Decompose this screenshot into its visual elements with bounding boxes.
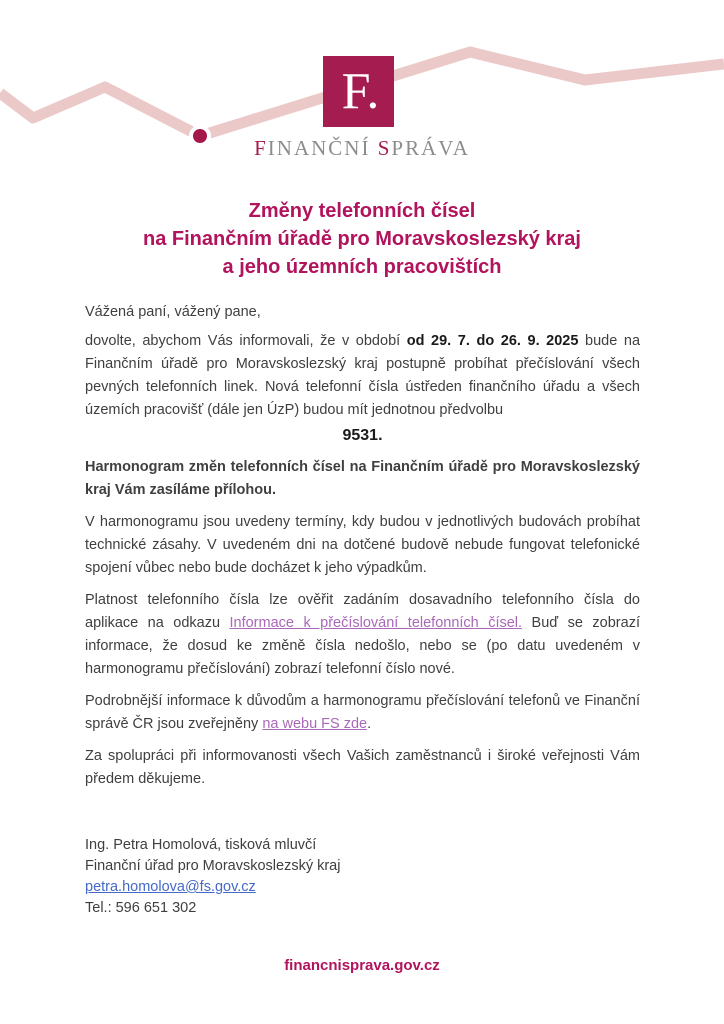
paragraph-validity-pre: Platnost telefonního čísla lze ověřit zadáním dosavadního telefonního čísla do aplikace na odkazu <box>85 592 640 631</box>
footer-website: financnisprava.gov.cz <box>284 957 440 974</box>
date-range-bold: od 29. 7. do 26. 9. 2025 <box>406 333 579 349</box>
signature-phone: Tel.: 596 651 302 <box>85 900 197 916</box>
wordmark-prava: PRÁVA <box>391 136 470 160</box>
paragraph-announcement-pre: dovolte, abychom Vás informovali, že v období <box>85 333 407 349</box>
paragraph-schedule-attachment: Harmonogram změn telefonních čísel na Finančním úřadě pro Moravskoslezský kraj Vám zasíláme přílohou. <box>85 459 640 498</box>
paragraph-validity-post: Buď se zobrazí informace, že dosud ke změně čísla nedošlo, nebo se (po datu uvedeném v harmonogramu přečíslování) zobrazí telefonní číslo nové. <box>85 615 640 677</box>
wordmark-inancni: INANČNÍ <box>267 136 371 160</box>
logo-wordmark <box>0 136 724 161</box>
email-link[interactable]: petra.homolova@fs.gov.cz <box>85 879 256 895</box>
paragraph-announcement <box>85 330 640 422</box>
title-line-1: Změny telefonních čísel <box>248 200 476 222</box>
signature-office: Finanční úřad pro Moravskoslezský kraj <box>85 858 341 874</box>
title-line-2: na Finančním úřadě pro Moravskoslezský kraj <box>143 228 581 250</box>
wordmark-space <box>370 136 377 160</box>
page-title <box>60 197 664 281</box>
paragraph-announcement-post: bude na Finančním úřadě pro Moravskoslezský kraj postupně probíhat přečíslování všech pevných telefonních linek. Nová telefonní čísla ústředen finančního úřadu a všech územích pracovišť (dále jen ÚzP) budou mít jednotnou předvolbu <box>85 333 641 418</box>
paragraph-schedule-details: V harmonogramu jsou uvedeny termíny, kdy budou v jednotlivých budovách probíhat technické zásahy. V uvedeném dni na dotčené budově nebude fungovat telefonické spojení vůbec nebo bude docházet k jeho výpadkům. <box>85 514 640 576</box>
letter-body <box>0 303 724 919</box>
signature-block <box>85 835 640 919</box>
paragraph-more-info-pre: Podrobnější informace k důvodům a harmonogramu přečíslování telefonů ve Finanční správě ČR jsou zveřejněny <box>85 693 640 732</box>
wordmark-f: F <box>254 136 268 160</box>
greeting-line: Vážená paní, vážený pane, <box>85 304 261 320</box>
paragraph-validity <box>85 589 640 681</box>
paragraph-more-info-post: . <box>367 716 372 732</box>
renumbering-info-link[interactable]: Informace k přečíslování telefonních čísel. <box>229 615 523 631</box>
letterhead <box>0 0 724 175</box>
signature-name: Ing. Petra Homolová, tisková mluvčí <box>85 837 317 853</box>
title-line-3: a jeho územních pracovištích <box>222 256 502 278</box>
logo-monogram: F. <box>341 62 380 120</box>
wordmark-s: S <box>377 136 392 160</box>
fs-web-link[interactable]: na webu FS zde <box>262 716 368 732</box>
paragraph-more-info <box>85 690 640 736</box>
paragraph-thanks: Za spolupráci při informovanosti všech Vašich zaměstnanců i široké veřejnosti Vám předem děkujeme. <box>85 748 640 787</box>
phone-prefix-number: 9531. <box>342 427 383 444</box>
financni-sprava-logo <box>323 56 394 127</box>
